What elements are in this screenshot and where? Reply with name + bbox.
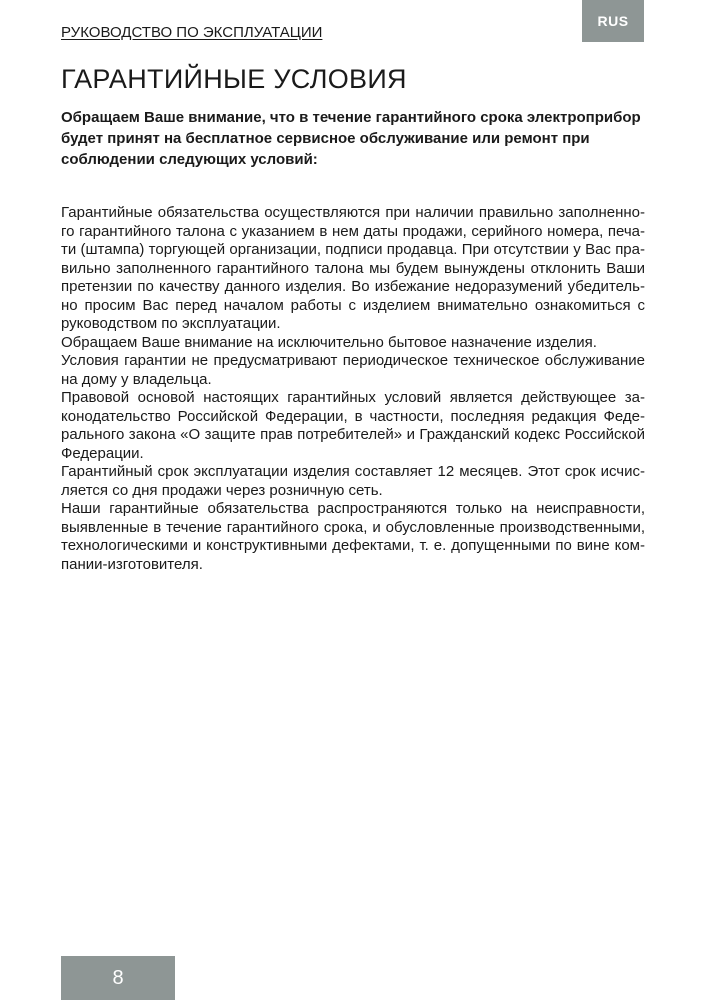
warranty-conditions-text: [61, 204, 645, 574]
body-paragraph: Условия гарантии не предусматривают периодическое техническое обслуживание на дому у владельца.: [61, 352, 645, 388]
body-paragraph: Правовой основой настоящих гарантийных условий является действующее законодательство Российской Федерации, в частности, последняя редакция Федерального закона «О защите прав потребителей» и Гражданский кодекс Российской Федерации.: [61, 389, 645, 462]
page-number: 8: [61, 956, 175, 1000]
manual-header-title: РУКОВОДСТВО ПО ЭКСПЛУАТАЦИИ: [61, 24, 323, 41]
intro-paragraph: Обращаем Ваше внимание, что в течение гарантийного срока электроприбор будет принят на бесплатное сервисное обслуживание или ремонт при соблюдении следующих условий:: [61, 109, 641, 168]
body-paragraph: Гарантийные обязательства осуществляются при наличии правильно заполненного гарантийного талона с указанием в нем даты продажи, серийного номера, печати (штампа) торгующей организации, подписи продавца. При отсутствии у Вас правильно заполненного гарантийного талона мы будем вынуждены отклонить Ваши претензии по качеству данного изделия. Во избежание недоразумений убедительно просим Вас перед началом работы с изделием внимательно ознакомиться с руководством по эксплуатации.: [61, 204, 645, 332]
body-paragraph: Обращаем Ваше внимание на исключительно бытовое назначение изделия.: [61, 333, 597, 351]
language-badge: RUS: [582, 0, 644, 42]
body-paragraph: Гарантийный срок эксплуатации изделия составляет 12 месяцев. Этот срок исчисляется со дня продажи через розничную сеть.: [61, 463, 645, 499]
body-paragraph: Наши гарантийные обязательства распространяются только на неисправности, выявленные в течение гарантийного срока, и обусловленные производственными, технологическими и конструктивными дефектами, т. е. допущенными по вине компании-изготовителя.: [61, 500, 645, 573]
page-title: ГАРАНТИЙНЫЕ УСЛОВИЯ: [61, 64, 407, 94]
